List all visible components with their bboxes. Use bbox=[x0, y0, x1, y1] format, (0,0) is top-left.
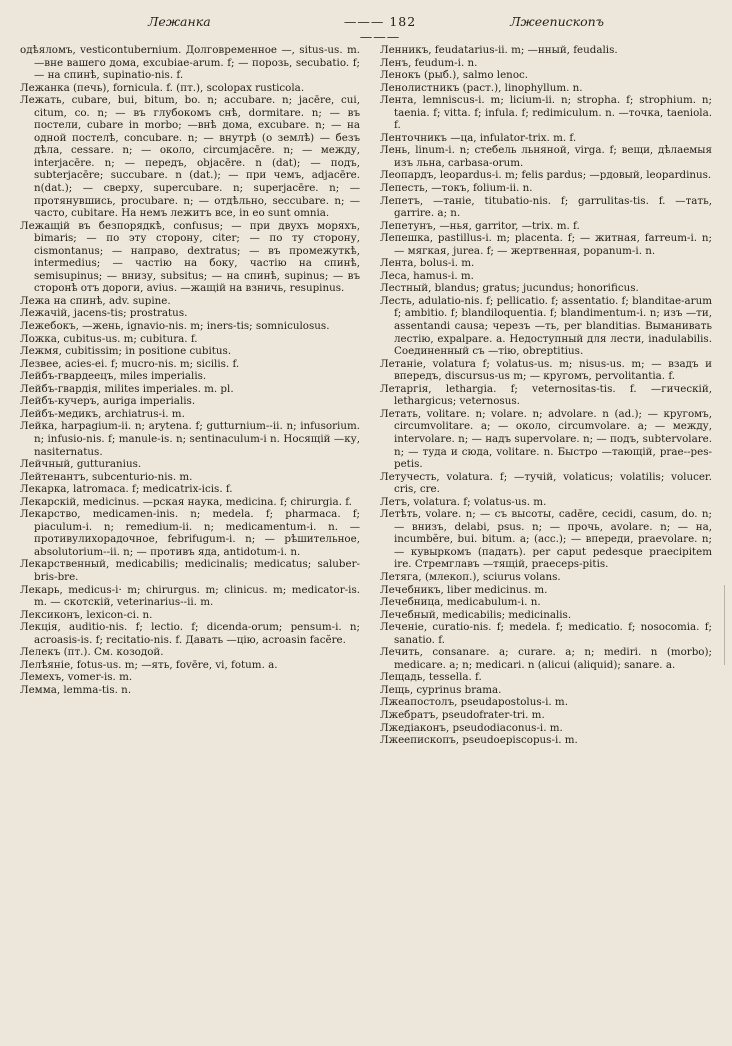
dictionary-entry: Летаргія, lethargia. f; veternositas-tis. f. —гическій, lethargicus; veternosus. bbox=[380, 382, 712, 408]
margin-rule bbox=[724, 585, 725, 665]
dictionary-entry: Лесть, adulatio-nis. f; pellicatio. f; assentatio. f; blanditae-arum f; ambitio. f; blandiloquentia. f; blandimentum-i. n; изъ —ти, assentandi causa; черезъ —ть, per blanditias. Выманивать лестію, expalpare. a. Недоступный для лести, inadulabilis. Соединенный съ —тію, obreptitius. bbox=[380, 294, 712, 358]
dictionary-entry: одѣяломъ, vesticontubernium. Долговременное —, situs-us. m. —вне вашего дома, exсubiae-arum. f; — порозь, secubatio. f; — на спинѣ, supinatio-nis. f. bbox=[20, 44, 360, 82]
dictionary-entry: Лекція, auditio-nis. f; lectio. f; dicenda-orum; pensum-i. n; acroasis-is. f; recitatio-nis. f. Давать —цію, acroasin facĕre. bbox=[20, 621, 360, 646]
dictionary-entry: Лекарство, medicamen-inis. n; medela. f; pharmaca. f; piaculum-i. n; remedium-ii. n; medicamentum-i. n. — противулихорадочное, febrifugum-i. n; — рѣшительное, absolutorium--ii. n; — противъ яда, antidotum-i. n. bbox=[20, 508, 360, 558]
dictionary-entry: Лечить, consanare. a; curare. a; n; mediri. n (morbo); medicare. a; n; medicari. n (alicui (aliquid); sanare. a. bbox=[380, 646, 712, 671]
dictionary-entry: Ленолистникъ (раст.), linophyllum. n. bbox=[380, 81, 583, 94]
dictionary-entry: Леса, hamus-i. m. bbox=[380, 269, 474, 282]
dictionary-entry: Летаніе, volatura f; volatus-us. m; nisus-us. m; — взадъ и впередъ, discursus-us m; — кругомъ, pervolitantia. f. bbox=[380, 357, 712, 383]
dictionary-entry: Лестный, blandus; gratus; jucundus; honorificus. bbox=[380, 282, 639, 295]
dictionary-entry: Лежанка (печь), fornicula. f. (пт.), scolopax rusticola. bbox=[20, 81, 305, 94]
dictionary-entry: Лекарь, medicus-i· m; chirurgus. m; clinicus. m; medicator-is. m. — скотскій, veterinarius--ii. m. bbox=[20, 583, 360, 609]
header-right-word: Лжеепископъ bbox=[510, 14, 604, 29]
header-left-word: Лежанка bbox=[148, 14, 211, 29]
dictionary-entry: Ложка, cubitus-us. m; cubitura. f. bbox=[20, 332, 198, 345]
dictionary-entry: Лежмя, cubitissim; in positione cubitus. bbox=[20, 345, 232, 358]
page-number: ——— 182 ——— bbox=[343, 14, 417, 44]
dictionary-entry: Лечебникъ, liber medicinus. m. bbox=[380, 583, 548, 596]
dictionary-entry: Лейчный, gutturanius. bbox=[20, 458, 142, 471]
dictionary-entry: Лжедіаконъ, pseudodiaconus-i. m. bbox=[380, 721, 563, 734]
dictionary-entry: Ленточникъ —ца, infulator-trix. m. f. bbox=[380, 131, 577, 144]
dictionary-entry: Лжеапостолъ, pseudapostolus-i. m. bbox=[380, 696, 568, 709]
dictionary-entry: Лжебратъ, pseudofrater-tri. m. bbox=[380, 708, 545, 721]
dictionary-entry: Летѣть, volare. n; — съ высоты, cadēre, cecidi, casum, do. n; — внизъ, delabi, psus. n; — прочь, avolare. n; — на, incumbĕre, bui. bitum. a; (acc.); — впереди, praevolare. n; — кувыркомъ (падать). per caput pedesque praecipitem ire. Стремглавъ —тящій, praeceps-pitis. bbox=[380, 508, 712, 571]
dictionary-entry: Лейбъ-кучеръ, auriga imperialis. bbox=[20, 395, 196, 408]
dictionary-entry: Леченіе, curatio-nis. f; medela. f; medicatio. f; nosocomia. f; sanatio. f. bbox=[380, 621, 712, 646]
dictionary-entry: Лекарскій, medicinus. —рская наука, medicina. f; chirurgia. f. bbox=[20, 495, 352, 508]
dictionary-entry: Летяга, (млекоп.), sciurus volans. bbox=[380, 570, 561, 583]
dictionary-entry: Лелекъ (пт.). См. козодой. bbox=[20, 646, 164, 659]
dictionary-entry: Ленникъ, feudatarius-ii. m; —нный, feudalis. bbox=[380, 44, 618, 56]
dictionary-entry: Лейбъ-гвардія, milites imperiales. m. pl. bbox=[20, 382, 234, 395]
page-header bbox=[18, 14, 714, 44]
dictionary-entry: Лежа на спинѣ, adv. supine. bbox=[20, 294, 171, 307]
dictionary-entry: Лексиконъ, lexicon-ci. n. bbox=[20, 608, 153, 621]
dictionary-entry: Ленъ, feudum-i. n. bbox=[380, 56, 478, 69]
left-column bbox=[20, 44, 360, 1029]
dictionary-entry: Лейка, harpagium-ii. n; arytena. f; gutturnium--ii. n; infusorium. n; infusio-nis. f; manule-is. n; sentinaculum-i n. Носящій —ку, nasiternatus. bbox=[20, 420, 360, 458]
dictionary-entry: Лезвее, acies-ei. f; mucro-nis. m; sicilis. f. bbox=[20, 357, 240, 370]
dictionary-entry: Лежащій въ безпорядкѣ, confusus; — при двухъ моряхъ, bimaris; — по эту сторону, citer; — по ту сторону, cismontanus; — направо, dextratus; — въ промежуткѣ, intermedius; — частію на боку, частію на спинѣ, semisupinus; — внизу, subsitus; — на спинѣ, supinus; — въ сторонѣ отъ дороги, avius. —жащій на взничь, resupinus. bbox=[20, 219, 360, 295]
dictionary-entry: Лепетунъ, —нья, garritor, —trix. m. f. bbox=[380, 219, 580, 232]
dictionary-entry: Лжеепископъ, pseudoepiscopus-i. m. bbox=[380, 734, 578, 747]
dictionary-entry: Лейбъ-гвардеецъ, miles imperialis. bbox=[20, 370, 207, 383]
dictionary-entry: Лелѣяніе, fotus-us. m; —ять, fovēre, vi, fotum. a. bbox=[20, 658, 278, 671]
dictionary-entry: Лекарственный, medicabilis; medicinalis; medicatus; saluber-bris-bre. bbox=[20, 558, 360, 583]
dictionary-entry: Леопардъ, leopardus-i. m; felis pardus; —рдовый, leopardinus. bbox=[380, 169, 712, 182]
dictionary-entry: Лепетъ, —таніе, titubatio-nis. f; garrulitas-tis. f. —тать, garrire. a; n. bbox=[380, 194, 712, 220]
dictionary-entry: Лежачій, jacens-tis; prostratus. bbox=[20, 307, 188, 320]
dictionary-entry: Лемма, lemma-tis. n. bbox=[20, 683, 132, 696]
dictionary-entry: Лента, lemniscus-i. m; licium-ii. n; stropha. f; strophium. n; taenia. f; vitta. f; infula. f; redimiculum. n. —точка, taeniola. f. bbox=[380, 94, 712, 132]
dictionary-entry: Лейтенантъ, subcenturio-nis. m. bbox=[20, 470, 193, 483]
dictionary-entry: Летъ, volatura. f; volatus-us. m. bbox=[380, 495, 547, 508]
dictionary-entry: Летучесть, volatura. f; —тучій, volaticus; volatilis; volucer. cris, cre. bbox=[380, 470, 712, 496]
dictionary-entry: Лепесть, —токъ, folium-ii. n. bbox=[380, 182, 533, 195]
dictionary-entry: Лень, linum-i. n; стебель льняной, virga. f; вещи, дѣлаемыя изъ льна, carbasa-orum. bbox=[380, 144, 712, 169]
right-column bbox=[380, 44, 712, 1029]
dictionary-entry: Ленокъ (рыб.), salmo lenoc. bbox=[380, 69, 529, 82]
page-number-value: 182 bbox=[389, 14, 417, 29]
dictionary-entry: Лекарка, latromaca. f; medicatrix-icis. f. bbox=[20, 483, 233, 496]
dictionary-entry: Лежать, cubare, bui, bitum, bo. n; accubare. n; jacēre, cui, citum, co. n; — въ глубокомъ снѣ, dormitare. n; — въ постели, cubare in morbo; —внѣ дома, excubare. n; — на одной постелѣ, concubare. n; — внутрѣ (о землѣ) — безъ дѣла, cessare. n; — около, circumjacēre. n; — между, interjacēre. n; — передъ, objacēre. n (dat); — подъ, subterjacēre; succubare. n (dat.); — при чемъ, adjacēre. n(dat.); — сверху, supercubare. n; superjacēre. n; — протянувшись, procubare. n; — отдѣльно, seccubare. n; — часто, cubitare. На немъ лежитъ все, in eo sunt omnia. bbox=[20, 94, 360, 220]
dictionary-entry: Летать, volitare. n; volare. n; advolare. n (ad.); — кругомъ, circumvolitare. a; — около, circumvolare. a; — между, intervolare. n; — надъ supervolare. n; — подъ, subtervolare. n; — туда и сюда, volitare. n. Быстро —тающій, prae--pes-petis. bbox=[380, 407, 712, 471]
dictionary-entry: Лента, bolus-i. m. bbox=[380, 257, 475, 270]
dictionary-entry: Лемехъ, vomer-is. m. bbox=[20, 671, 133, 684]
dictionary-entry: Лепешка, pastillus-i. m; placenta. f; — житная, farreum-i. n; — мягкая, jurea. f; — жертвенная, popanum-i. n. bbox=[380, 232, 712, 257]
dictionary-entry: Лежебокъ, —жень, ignavio-nis. m; iners-tis; somniculosus. bbox=[20, 320, 330, 333]
dictionary-entry: Лечебный, medicabilis; medicinalis. bbox=[380, 608, 572, 621]
dictionary-entry: Лечебница, medicabulum-i. n. bbox=[380, 596, 541, 609]
dictionary-entry: Лещадь, tessella. f. bbox=[380, 671, 482, 684]
dictionary-entry: Лещь, cyprinus brama. bbox=[380, 683, 502, 696]
dictionary-entry: Лейбъ-медикъ, archiatrus-i. m. bbox=[20, 407, 185, 420]
